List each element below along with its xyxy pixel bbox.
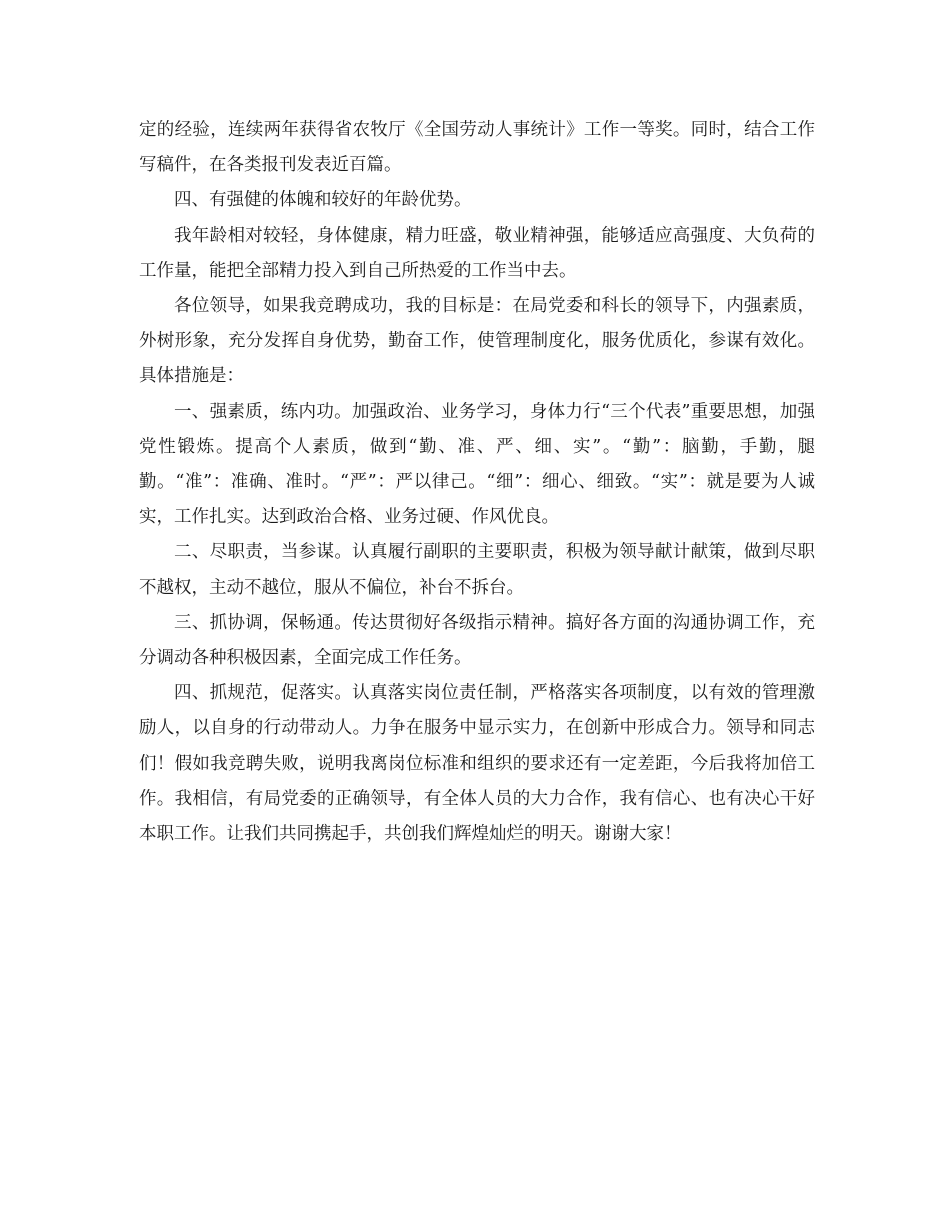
- paragraph-measure-2: 二、尽职责，当参谋。认真履行副职的主要职责，积极为领导献计献策，做到尽职不越权，主动不越位，服从不偏位，补台不拆台。: [139, 542, 815, 598]
- paragraph-measure-4-closing: 四、抓规范，促落实。认真落实岗位责任制，严格落实各项制度，以有效的管理激励人，以自身的行动带动人。力争在服务中显示实力，在创新中形成合力。领导和同志们！假如我竞聘失败，说明我离岗位标准和组织的要求还有一定差距，今后我将加倍工作。我相信，有局党委的正确领导，有全体人员的大力合作，我有信心、也有决心干好本职工作。让我们共同携起手，共创我们辉煌灿烂的明天。谢谢大家！: [139, 683, 815, 845]
- paragraph-continuation-experience: 定的经验，连续两年获得省农牧厅《全国劳动人事统计》工作一等奖。同时，结合工作写稿件，在各类报刊发表近百篇。: [139, 120, 815, 176]
- paragraph-measure-1: 一、强素质，练内功。加强政治、业务学习，身体力行“三个代表”重要思想，加强党性锻炼。提高个人素质，做到“勤、准、严、细、实”。“勤”：脑勤，手勤，腿勤。“准”：准确、准时。“严”：严以律己。“细”：细心、细致。“实”：就是要为人诚实，工作扎实。达到政治合格、业务过硬、作风优良。: [139, 401, 815, 528]
- document-body: [139, 113, 815, 852]
- paragraph-heading-health-age: 四、有强健的体魄和较好的年龄优势。: [174, 190, 472, 211]
- paragraph-health-description: 我年龄相对较轻，身体健康，精力旺盛，敬业精神强，能够适应高强度、大负荷的工作量，能把全部精力投入到自己所热爱的工作当中去。: [139, 225, 815, 281]
- paragraph-measure-3: 三、抓协调，保畅通。传达贯彻好各级指示精神。搞好各方面的沟通协调工作，充分调动各种积极因素，全面完成工作任务。: [139, 612, 815, 669]
- paragraph-goals: 各位领导，如果我竞聘成功，我的目标是：在局党委和科长的领导下，内强素质，外树形象，充分发挥自身优势，勤奋工作，使管理制度化，服务优质化，参谋有效化。具体措施是：: [139, 296, 815, 387]
